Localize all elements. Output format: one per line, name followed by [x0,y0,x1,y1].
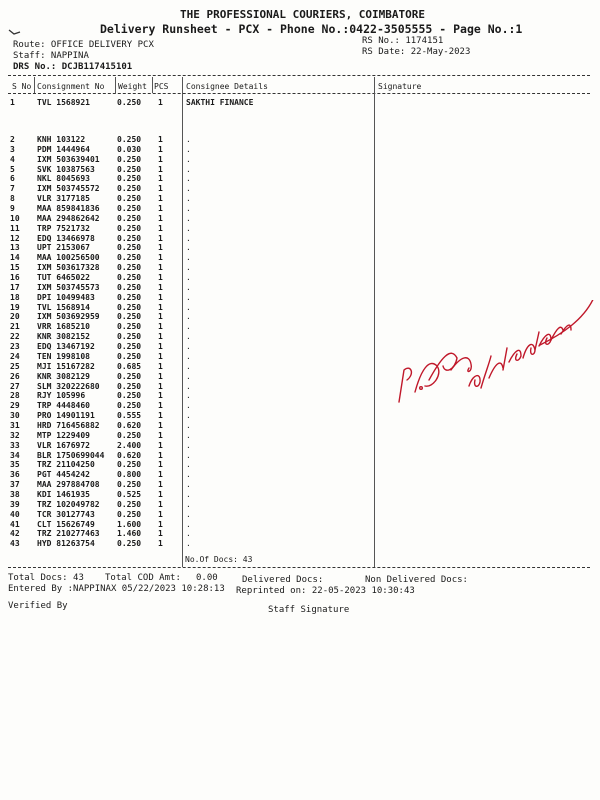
row-consignment: IXM 503745572 [37,184,100,194]
row-consignment: TRZ 102049782 [37,499,100,509]
row-pcs: 1 [158,460,163,470]
row-consignment: MAA 859841836 [37,204,100,214]
row-sno: 19 [10,302,20,312]
rs-number: RS No.: 1174151 [362,36,444,46]
row-pcs: 1 [158,519,163,529]
row-consignee: . [186,135,191,144]
row-consignee: . [186,184,191,194]
row-pcs: 1 [158,430,163,440]
row-weight: 0.250 [117,223,142,233]
row-weight: 0.250 [117,263,142,273]
row-consignment: TVL 1568914 [37,302,90,312]
row-weight: 0.250 [117,322,142,332]
row-sno: 35 [10,460,20,470]
row-sno: 5 [10,164,15,174]
row-weight: 0.555 [117,411,142,421]
col-header-consignee: Consignee Details [186,82,268,91]
company-name: THE PROFESSIONAL COURIERS, COIMBATORE [180,8,426,21]
row-consignment: IXM 503745573 [37,282,100,292]
row-pcs: 1 [158,144,163,154]
total-cod-value: 0.00 [196,573,218,583]
row-sno: 10 [10,213,20,223]
row-pcs: 1 [158,361,163,371]
col-divider [152,77,153,93]
row-sno: 37 [10,480,20,490]
row-consignment: TUT 6465022 [37,273,90,283]
row-sno: 27 [10,381,20,391]
row-pcs: 1 [158,489,163,499]
row-sno: 7 [10,184,15,194]
row-consignee: . [186,381,191,391]
row-consignment: MAA 100256500 [37,253,100,263]
row-weight: 0.685 [117,361,142,371]
row-consignment: BLR 1750699044 [37,450,105,460]
row-sno: 29 [10,401,20,411]
row-consignee: . [186,322,191,332]
row-sno: 30 [10,411,20,421]
row-consignee: . [186,509,191,519]
row-consignment: HYD 81263754 [37,539,95,549]
row-sno: 13 [10,243,20,253]
reprinted-on: Reprinted on: 22-05-2023 10:30:43 [236,586,415,596]
row-sno: 24 [10,351,20,361]
row-consignee: . [186,243,191,253]
row-consignee: . [186,174,191,184]
row-sno: 36 [10,470,20,480]
row-pcs: 1 [158,204,163,214]
row-weight: 1.600 [117,519,142,529]
route: Route: OFFICE DELIVERY PCX [13,40,154,50]
row-pcs: 1 [158,401,163,411]
row-consignee: . [186,282,191,292]
row-sno: 18 [10,292,20,302]
rs-date: RS Date: 22-May-2023 [362,47,471,57]
row-consignee: . [186,233,191,243]
row-pcs: 1 [158,312,163,322]
row-pcs: 1 [158,440,163,450]
row-consignment: PRO 14901191 [37,411,95,421]
col-header-signature: Signature [378,82,422,91]
row-weight: 0.250 [117,401,142,411]
total-docs: Total Docs: 43 [8,573,84,583]
row-consignment: EDQ 13466978 [37,233,95,243]
row-sno: 4 [10,154,15,164]
row-consignee: SAKTHI FINANCE [186,98,254,107]
row-weight: 0.250 [117,135,142,144]
row-pcs: 1 [158,499,163,509]
row-weight: 0.620 [117,450,142,460]
row-sno: 34 [10,450,20,460]
row-consignment: MTP 1229409 [37,430,90,440]
row-consignee: . [186,460,191,470]
row-consignment: EDQ 13467192 [37,342,95,352]
row-weight: 2.400 [117,440,142,450]
row-weight: 1.460 [117,529,142,539]
row-weight: 0.620 [117,420,142,430]
row-consignee: . [186,440,191,450]
row-weight: 0.250 [117,351,142,361]
row-pcs: 1 [158,174,163,184]
staff-signature: Staff Signature [268,605,350,615]
row-pcs: 1 [158,411,163,421]
row-pcs: 1 [158,529,163,539]
row-consignee: . [186,470,191,480]
row-sno: 28 [10,391,20,401]
row-consignment: UPT 2153067 [37,243,90,253]
row-weight: 0.250 [117,154,142,164]
row-consignee: . [186,519,191,529]
row-pcs: 1 [158,98,163,107]
row-consignee: . [186,302,191,312]
row-consignment: TRZ 210277463 [37,529,100,539]
row-pcs: 1 [158,302,163,312]
row-consignment: IXM 503692959 [37,312,100,322]
row-consignee: . [186,213,191,223]
row-sno: 3 [10,144,15,154]
row-consignee: . [186,420,191,430]
row-weight: 0.250 [117,539,142,549]
row-sno: 23 [10,342,20,352]
row-pcs: 1 [158,342,163,352]
row-sno: 20 [10,312,20,322]
row-weight: 0.250 [117,430,142,440]
row-consignment: VLR 1676972 [37,440,90,450]
staff: Staff: NAPPINA [13,51,89,61]
non-delivered-docs: Non Delivered Docs: [365,575,468,585]
row-pcs: 1 [158,391,163,401]
row-sno: 15 [10,263,20,273]
row-sno: 42 [10,529,20,539]
row-sno: 21 [10,322,20,332]
row-weight: 0.250 [117,243,142,253]
col-header-pcs: PCS [154,82,169,91]
row-consignee: . [186,529,191,539]
col-header-consignment: Consignment No [37,82,105,91]
row-weight: 0.525 [117,489,142,499]
row-pcs: 1 [158,351,163,361]
row-sno: 39 [10,499,20,509]
total-cod-label: Total COD Amt: [105,573,181,583]
row-weight: 0.250 [117,509,142,519]
entered-by: Entered By :NAPPINAX 05/22/2023 10:28:13 [8,584,225,594]
row-consignment: TCR 30127743 [37,509,95,519]
row-consignee: . [186,194,191,204]
row-weight: 0.250 [117,253,142,263]
row-consignment: HRD 716456882 [37,420,100,430]
row-pcs: 1 [158,263,163,273]
row-consignment: MAA 297884708 [37,480,100,490]
row-pcs: 1 [158,164,163,174]
row-sno: 1 [10,98,15,107]
row-weight: 0.250 [117,342,142,352]
row-pcs: 1 [158,135,163,144]
row-pcs: 1 [158,273,163,283]
row-weight: 0.250 [117,282,142,292]
row-consignment: TEN 1998108 [37,351,90,361]
col-header-sno: S No [12,82,32,91]
row-consignment: KNR 3082152 [37,332,90,342]
row-sno: 38 [10,489,20,499]
row-consignment: SLM 320222680 [37,381,100,391]
row-consignee: . [186,342,191,352]
row-consignment: TRP 7521732 [37,223,90,233]
row-consignment: RJY 105996 [37,391,86,401]
row-weight: 0.250 [117,174,142,184]
row-weight: 0.800 [117,470,142,480]
row-consignee: . [186,263,191,273]
row-sno: 11 [10,223,20,233]
row-pcs: 1 [158,480,163,490]
handwritten-signature [385,300,600,430]
row-consignee: . [186,401,191,411]
row-pcs: 1 [158,282,163,292]
row-pcs: 1 [158,243,163,253]
row-consignee: . [186,539,191,549]
row-pcs: 1 [158,470,163,480]
runsheet-title: Delivery Runsheet - PCX - Phone No.:0422-3505555 - Page No.:1 [100,22,523,36]
col-divider [115,77,116,93]
row-consignment: CLT 15626749 [37,519,95,529]
row-weight: 0.250 [117,332,142,342]
row-consignee: . [186,332,191,342]
header-bottom-rule [8,93,590,94]
row-sno: 41 [10,519,20,529]
row-consignee: . [186,371,191,381]
row-weight: 0.250 [117,273,142,283]
row-pcs: 1 [158,450,163,460]
row-consignment: SVK 10387563 [37,164,95,174]
row-consignment: PDM 1444964 [37,144,90,154]
row-pcs: 1 [158,154,163,164]
row-consignment: PGT 4454242 [37,470,90,480]
row-weight: 0.250 [117,213,142,223]
row-weight: 0.250 [117,391,142,401]
row-consignee: . [186,273,191,283]
row-weight: 0.250 [117,381,142,391]
row-sno: 8 [10,194,15,204]
row-consignee: . [186,361,191,371]
row-consignment: NKL 8045693 [37,174,90,184]
row-pcs: 1 [158,332,163,342]
row-consignee: . [186,411,191,421]
delivered-docs: Delivered Docs: [242,575,324,585]
row-pcs: 1 [158,233,163,243]
row-weight: 0.030 [117,144,142,154]
row-weight: 0.250 [117,292,142,302]
row-sno: 12 [10,233,20,243]
row-weight: 0.250 [117,204,142,214]
row-consignee: . [186,430,191,440]
drs-number: DRS No.: DCJB117415101 [13,62,133,72]
row-sno: 22 [10,332,20,342]
row-sno: 25 [10,361,20,371]
row-pcs: 1 [158,253,163,263]
row-consignment: MAA 294862642 [37,213,100,223]
row-pcs: 1 [158,509,163,519]
row-sno: 32 [10,430,20,440]
row-pcs: 1 [158,184,163,194]
col-divider [34,77,35,93]
row-consignee: . [186,253,191,263]
row-sno: 26 [10,371,20,381]
row-pcs: 1 [158,539,163,549]
row-consignment: TRZ 21104250 [37,460,95,470]
row-sno: 43 [10,539,20,549]
row-weight: 0.250 [117,460,142,470]
row-consignee: . [186,292,191,302]
row-consignment: TRP 4448460 [37,401,90,411]
row-consignment: KNH 103122 [37,135,86,144]
row-consignee: . [186,223,191,233]
col-divider-consignee [182,77,183,567]
row-consignee: . [186,450,191,460]
row-sno: 6 [10,174,15,184]
row-weight: 0.250 [117,312,142,322]
row-sno: 40 [10,509,20,519]
row-consignment: IXM 503639401 [37,154,100,164]
row-consignment: TVL 1568921 [37,98,90,107]
row-sno: 17 [10,282,20,292]
row-pcs: 1 [158,420,163,430]
row-weight: 0.250 [117,302,142,312]
row-pcs: 1 [158,194,163,204]
row-weight: 0.250 [117,194,142,204]
row-consignee: . [186,351,191,361]
row-consignee: . [186,144,191,154]
row-consignee: . [186,489,191,499]
pen-mark-icon [8,28,22,36]
row-pcs: 1 [158,381,163,391]
row-pcs: 1 [158,223,163,233]
row-sno: 2 [10,135,15,144]
row-consignee: . [186,154,191,164]
row-sno: 33 [10,440,20,450]
row-sno: 16 [10,273,20,283]
row-weight: 0.250 [117,184,142,194]
row-weight: 0.250 [117,164,142,174]
row-consignment: KNR 3082129 [37,371,90,381]
header-top-rule [8,75,590,76]
row-weight: 0.250 [117,499,142,509]
row-consignee: . [186,480,191,490]
row-consignment: MJI 15167282 [37,361,95,371]
row-pcs: 1 [158,292,163,302]
row-consignment: VLR 3177185 [37,194,90,204]
row-sno: 9 [10,204,15,214]
footer-rule [8,567,590,568]
row-consignment: IXM 503617328 [37,263,100,273]
row-consignee: . [186,312,191,322]
col-header-weight: Weight [118,82,147,91]
row-pcs: 1 [158,322,163,332]
row-consignee: . [186,391,191,401]
no-of-docs: No.Of Docs: 43 [185,555,253,564]
row-consignee: . [186,164,191,174]
row-sno: 31 [10,420,20,430]
row-pcs: 1 [158,213,163,223]
row-consignee: . [186,499,191,509]
row-weight: 0.250 [117,480,142,490]
row-weight: 0.250 [117,98,142,107]
row-pcs: 1 [158,371,163,381]
row-consignment: VRR 1685210 [37,322,90,332]
row-consignment: KDI 1461935 [37,489,90,499]
row-consignment: DPI 10499483 [37,292,95,302]
row-consignee: . [186,204,191,214]
col-divider-signature [374,77,375,567]
row-sno: 14 [10,253,20,263]
verified-by: Verified By [8,601,68,611]
row-weight: 0.250 [117,233,142,243]
row-weight: 0.250 [117,371,142,381]
